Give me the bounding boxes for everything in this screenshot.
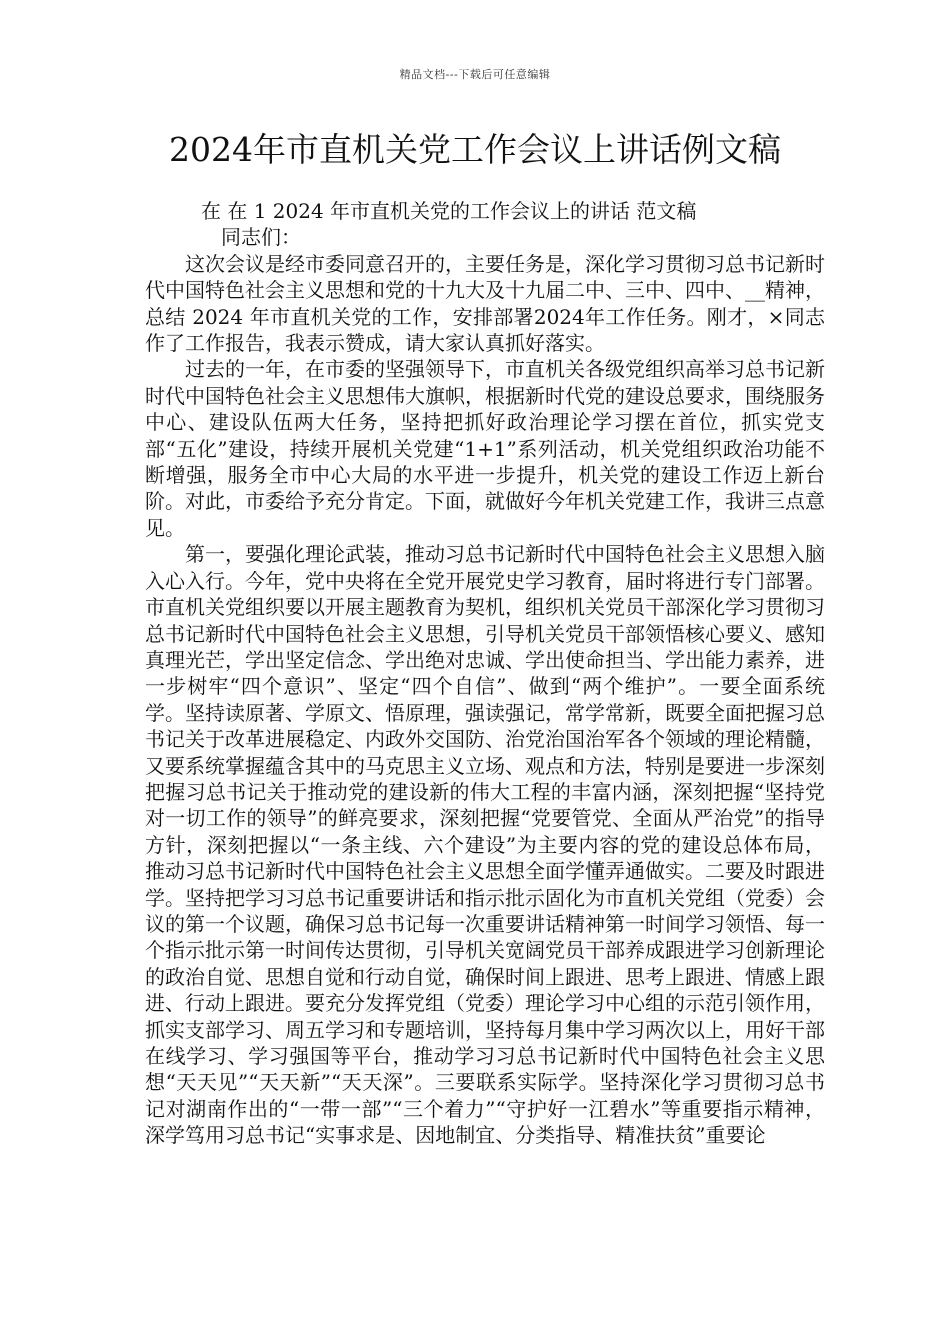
paragraph-intro: 这次会议是经市委同意召开的，主要任务是，深化学习贯彻习总书记新时代中国特色社会主义思想和党的十九大及十九届二中、三中、四中、__精神，总结 2024 年市直机关党的工作，安排部署2024年工作任务。刚才，×同志作了工作报告，我表示赞成，请大家认真抓好落实。: [145, 251, 825, 356]
document-title: 2024年市直机关党工作会议上讲话例文稿: [169, 130, 781, 169]
paragraph-review: 过去的一年，在市委的坚强领导下，市直机关各级党组织高举习总书记新时代中国特色社会主义思想伟大旗帜，根据新时代党的建设总要求，围绕服务中心、建设队伍两大任务，坚持把抓好政治理论学习摆在首位，抓实党支部“五化”建设，持续开展机关党建“1+1”系列活动，机关党组织政治功能不断增强，服务全市中心大局的水平进一步提升，机关党的建设工作迈上新台阶。对此，市委给予充分肯定。下面，就做好今年机关党建工作，我讲三点意见。: [145, 357, 825, 540]
header-note: 精品文档---下载后可任意编辑: [399, 68, 551, 81]
paragraph-first-point: 第一，要强化理论武装，推动习总书记新时代中国特色社会主义思想入脑入心入行。今年，党中央将在全党开展党史学习教育，届时将进行专门部署。市直机关党组织要以开展主题教育为契机，组织机关党员干部深化学习贯彻习总书记新时代中国特色社会主义思想，引导机关党员干部领悟核心要义、感知真理光芒，学出坚定信念、学出绝对忠诚、学出使命担当、学出能力素养，进一步树牢“四个意识”、坚定“四个自信”、做到“两个维护”。一要全面系统学。坚持读原著、学原文、悟原理，强读强记，常学常新，既要全面把握习总书记关于改革进展稳定、内政外交国防、治党治国治军各个领域的理论精髓，又要系统掌握蕴含其中的马克思主义立场、观点和方法，特别是要进一步深刻把握习总书记关于推动党的建设新的伟大工程的丰富内涵，深刻把握“坚持党对一切工作的领导”的鲜亮要求，深刻把握“党要管党、全面从严治党”的指导方针，深刻把握以“一条主线、六个建设”为主要内容的党的建设总体布局，推动习总书记新时代中国特色社会主义思想全面学懂弄通做实。二要及时跟进学。坚持把学习习总书记重要讲话和指示批示固化为市直机关党组（党委）会议的第一个议题，确保习总书记每一次重要讲话精神第一时间学习领悟、每一个指示批示第一时间传达贯彻，引导机关宽阔党员干部养成跟进学习创新理论的政治自觉、思想自觉和行动自觉，确保时间上跟进、思考上跟进、情感上跟进、行动上跟进。要充分发挥党组（党委）理论学习中心组的示范引领作用，抓实支部学习、周五学习和专题培训，坚持每月集中学习两次以上，用好干部在线学习、学习强国等平台，推动学习习总书记新时代中国特色社会主义思想“天天见”“天天新”“天天深”。三要联系实际学。坚持深化学习贯彻习总书记对湖南作出的“一带一部”“三个着力”“守护好一江碧水”等重要指示精神，深学笃用习总书记“实事求是、因地制宜、分类指导、精准扶贫”重要论: [145, 542, 825, 1148]
speech-subtitle: 在 在 1 2024 年市直机关党的工作会议上的讲话 范文稿: [201, 199, 697, 223]
salutation: 同志们：: [221, 225, 301, 250]
document-body: [145, 198, 825, 1149]
